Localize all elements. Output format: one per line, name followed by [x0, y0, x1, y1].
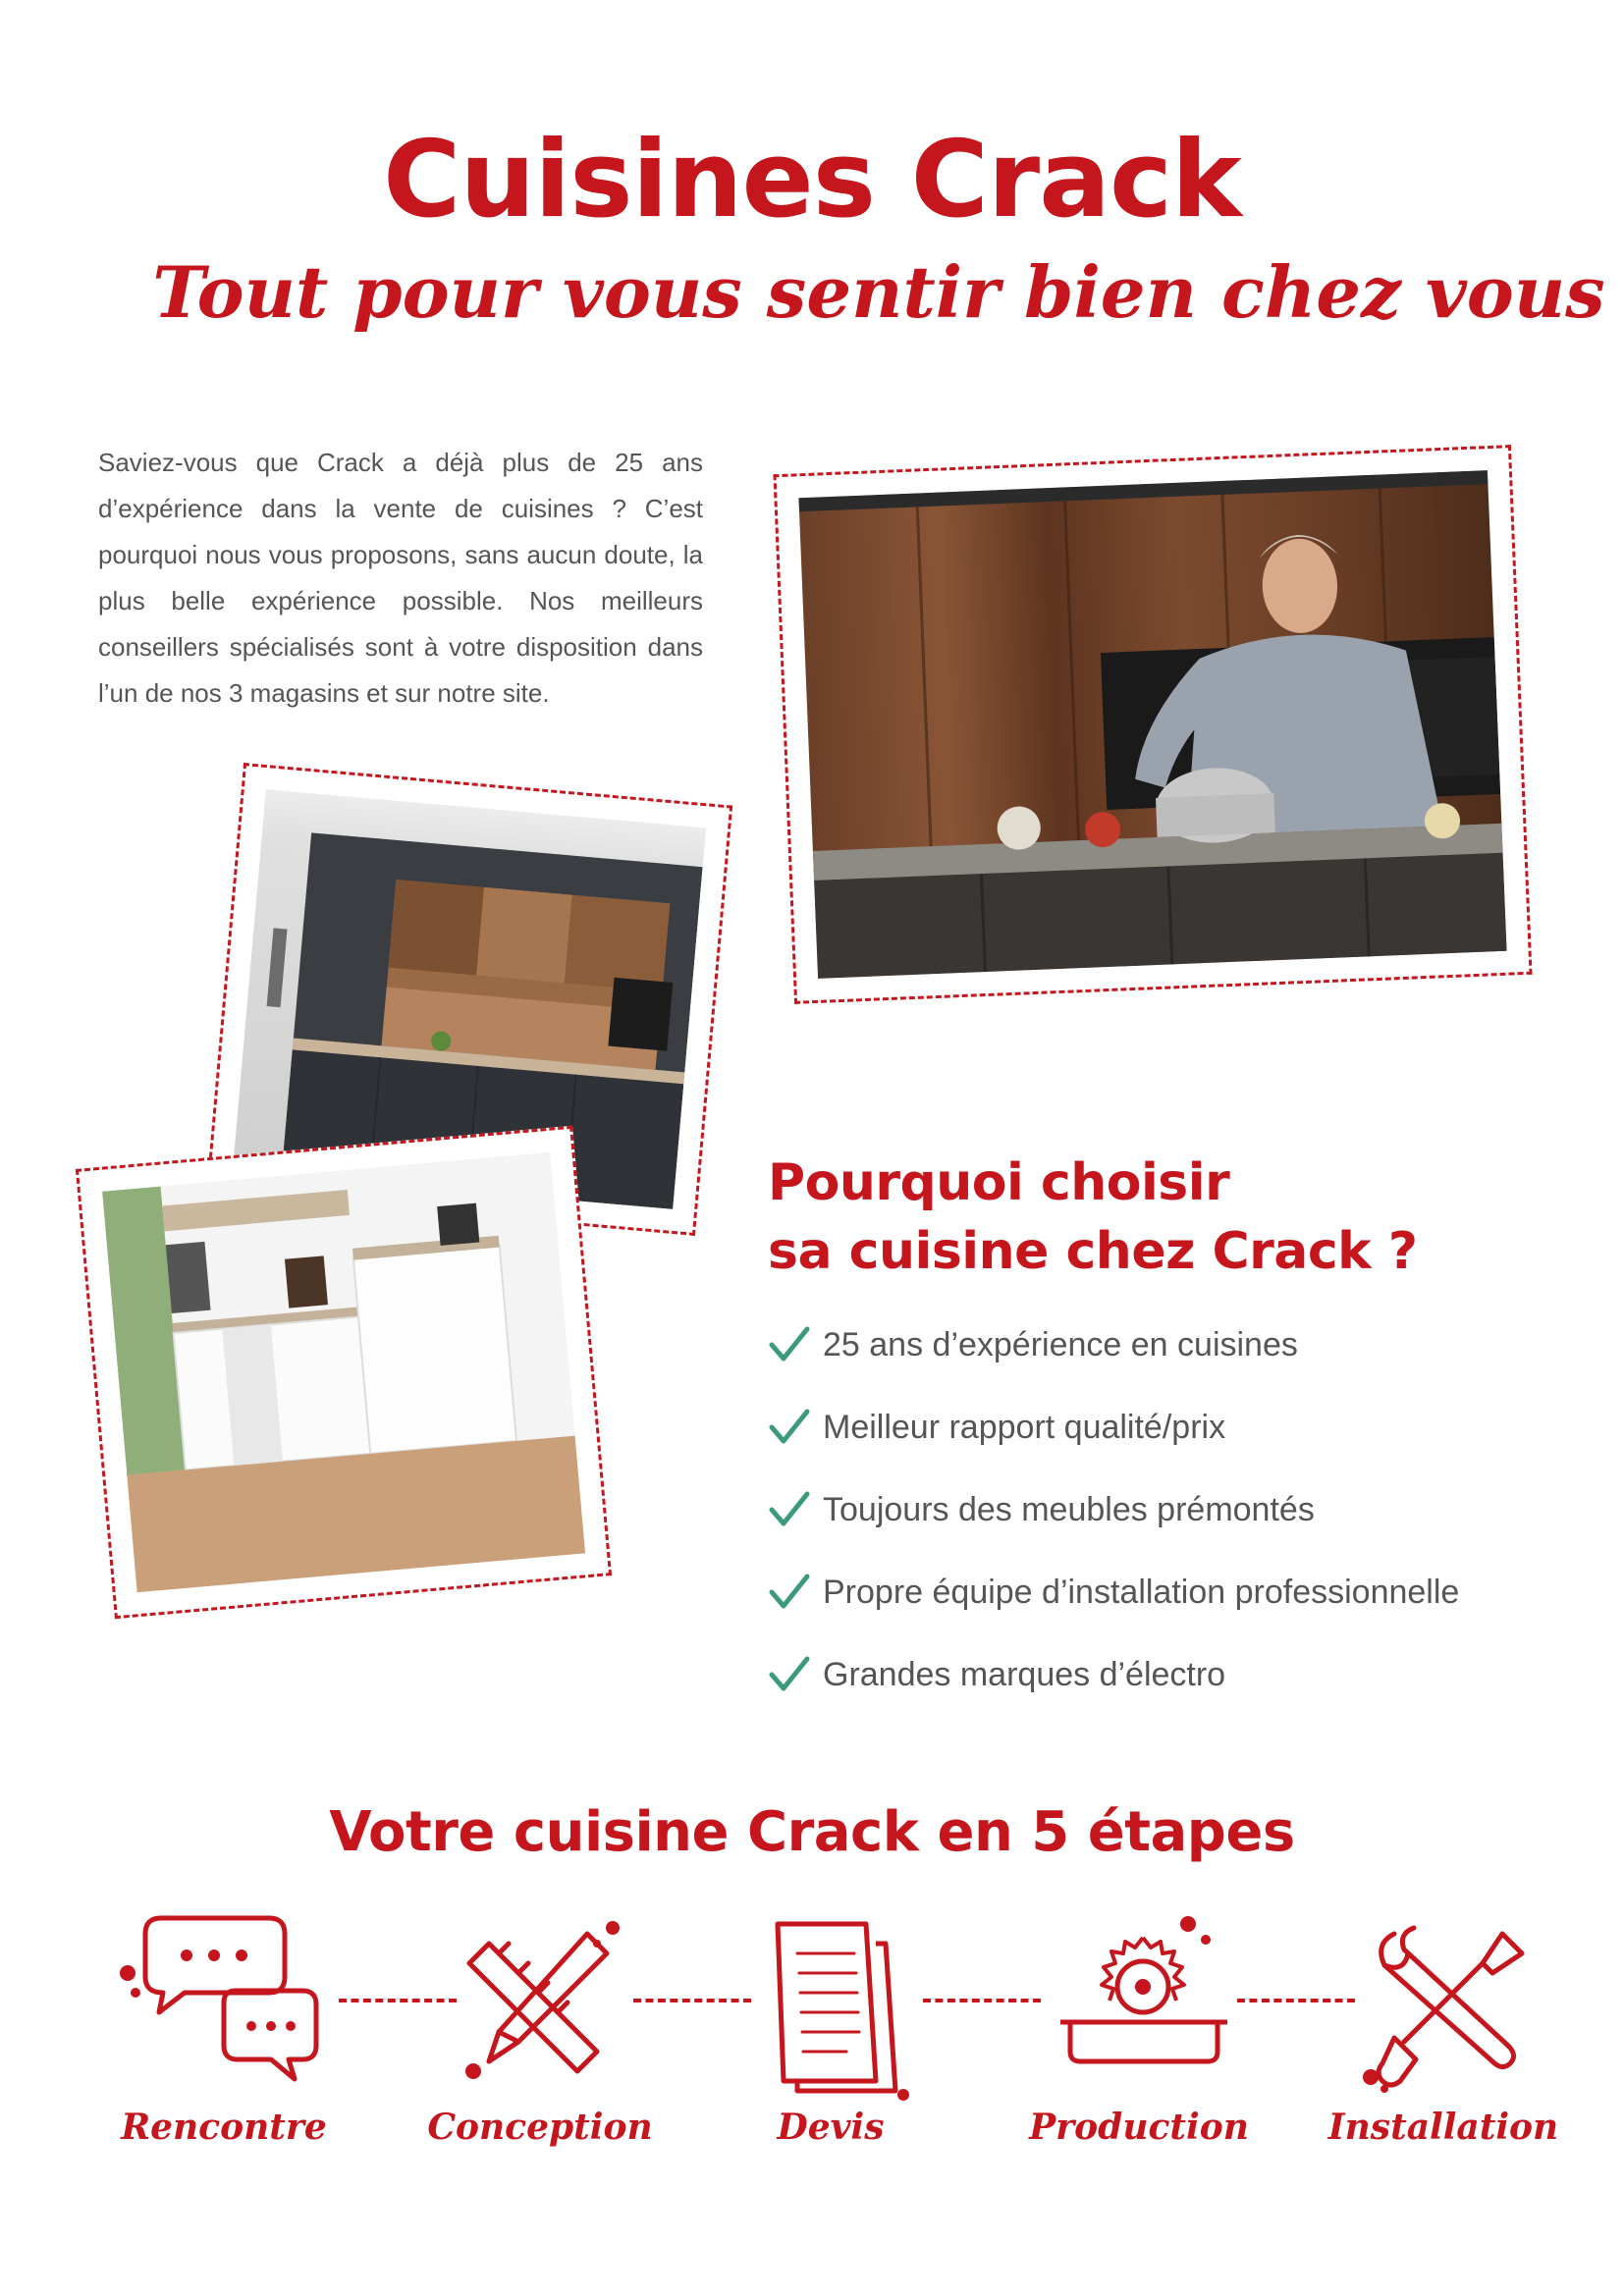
steps-section-title: Votre cuisine Crack en 5 étapes [329, 1800, 1295, 1864]
checkmark-icon [768, 1325, 811, 1364]
checkmark-icon [768, 1655, 811, 1694]
page-title: Cuisines Crack [383, 119, 1241, 241]
why-section-title [768, 1148, 1455, 1286]
chef-photo-frame [773, 445, 1532, 1004]
list-item [768, 1551, 1514, 1633]
list-item [768, 1468, 1514, 1551]
benefit-label: Grandes marques d’électro [823, 1655, 1226, 1693]
list-item [768, 1304, 1514, 1386]
why-title-line1: Pourquoi choisir [768, 1153, 1230, 1212]
checkmark-icon [768, 1408, 811, 1447]
step-label-conception: Conception [427, 2107, 653, 2148]
page-tagline: Tout pour vous sentir bien chez vous [152, 250, 1605, 334]
benefit-label: 25 ans d’expérience en cuisines [823, 1325, 1298, 1363]
pencil-ruler-icon [440, 1914, 646, 2101]
benefit-label: Propre équipe d’installation professionnelle [823, 1573, 1460, 1611]
white-kitchen-photo [102, 1152, 585, 1592]
step-label-production: Production [1029, 2107, 1249, 2148]
checkmark-icon [768, 1490, 811, 1529]
benefit-label: Meilleur rapport qualité/prix [823, 1408, 1226, 1446]
white-kitchen-photo-frame [76, 1126, 612, 1620]
document-icon [729, 1914, 935, 2101]
step-connector [1237, 1999, 1355, 2002]
why-title-line2: sa cuisine chez Crack ? [768, 1222, 1418, 1281]
checkmark-icon [768, 1573, 811, 1612]
benefit-label: Toujours des meubles prémontés [823, 1490, 1315, 1528]
step-connector [339, 1999, 457, 2002]
wrench-screwdriver-icon [1345, 1914, 1551, 2101]
intro-paragraph: Saviez-vous que Crack a déjà plus de 25 ans d’expérience dans la vente de cuisines ? C’est pourquoi nous vous proposons, sans aucun doute, la plus belle expérience possible. Nos meilleurs conseillers spécialisés sont à votre disposition dans l’un de nos 3 magasins et sur notre site. [98, 448, 703, 708]
list-item [768, 1386, 1514, 1468]
step-connector [923, 1999, 1041, 2002]
saw-blade-icon [1041, 1904, 1247, 2091]
step-label-installation: Installation [1327, 2107, 1559, 2148]
list-item [768, 1633, 1514, 1716]
benefits-list [768, 1304, 1514, 1716]
white-kitchen-illustration [102, 1152, 585, 1592]
step-label-devis: Devis [777, 2107, 885, 2148]
chat-bubbles-icon [116, 1904, 322, 2091]
chef-cooking-photo [798, 470, 1506, 979]
step-label-rencontre: Rencontre [121, 2107, 327, 2148]
chef-cooking-illustration [798, 470, 1506, 979]
